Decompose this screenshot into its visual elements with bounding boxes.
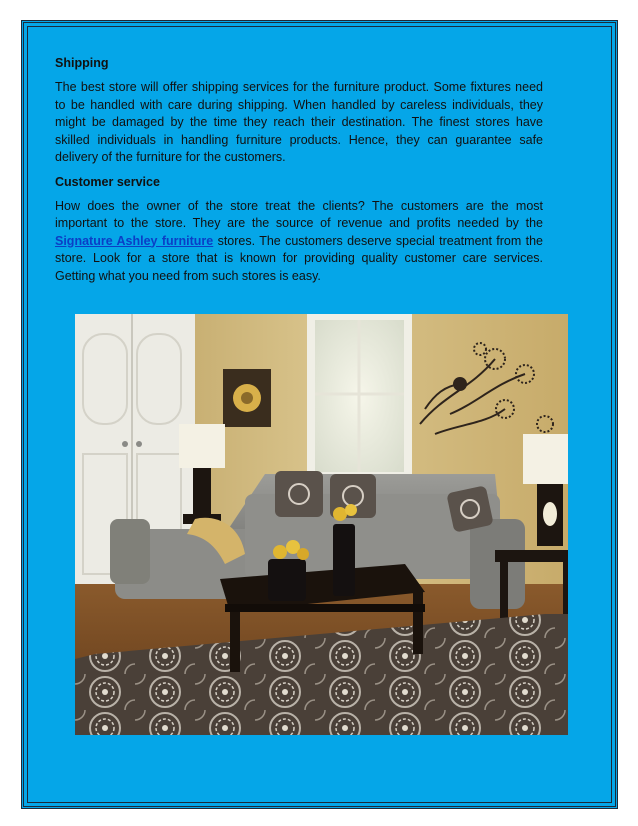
living-room-photo bbox=[75, 314, 568, 735]
shipping-heading: Shipping bbox=[55, 56, 109, 70]
shipping-paragraph: The best store will offer shipping services for the furniture product. Some fixtures need to be handled with care during shipping. When handled by careless individuals, they might be damaged by the time they reach their destination. The finest stores have skilled individuals in handling furniture products. Hence, they can guarantee safe delivery of the furniture for the customers. bbox=[55, 80, 543, 164]
customer-service-paragraph bbox=[55, 198, 543, 286]
customer-service-heading: Customer service bbox=[55, 174, 160, 189]
window bbox=[307, 314, 412, 479]
customer-service-text-start: How does the owner of the store treat the clients? The customers are the most important to the store. They are the source of revenue and profits needed by the bbox=[55, 198, 543, 230]
living-room-illustration bbox=[75, 314, 568, 735]
customer-service-text-end: stores. The customers deserve special treatment from the store. Look for a store that is known for providing quality customer care services. Getting what you need from such stores is easy. bbox=[55, 233, 543, 283]
article-content bbox=[55, 55, 543, 292]
framed-wall-art bbox=[223, 369, 271, 427]
signature-ashley-furniture-link[interactable]: Signature Ashley furniture bbox=[55, 233, 214, 248]
